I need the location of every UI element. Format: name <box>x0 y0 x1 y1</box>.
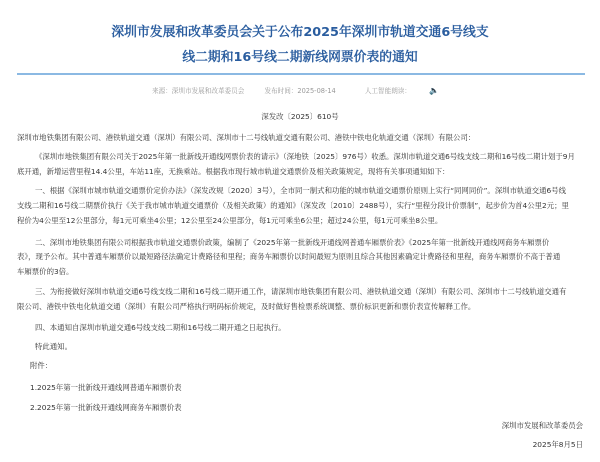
paragraph-4-line: 限公司、港铁中铁电化轨道交通（深圳）有限公司严格执行明码标价规定，及时做好售检票系统调整、票价标识更新和票价表宣传解释工作。 <box>17 302 476 311</box>
paragraph-3-line: 二、深圳市地铁集团有限公司根据我市轨道交通票价政策，编制了《2025年第一批新线开通线网普通车厢票价表》《2025年第一批新线开通线网商务车厢票价 <box>35 238 550 247</box>
paragraph-4-line: 三、为衔接做好深圳市轨道交通6号线支线二期和16号线二期开通工作，请深圳市地铁集团有限公司、港铁轨道交通（深圳）有限公司、深圳市十二号线轨道交通有 <box>35 287 567 296</box>
attachment-link-1[interactable]: 1.2025年第一批新线开通线网普通车厢票价表 <box>30 383 182 392</box>
source: 来源：深圳市发展和改革委员会 <box>152 87 245 95</box>
attachment-link-2[interactable]: 2.2025年第一批新线开通线网商务车厢票价表 <box>30 403 182 412</box>
paragraph-1-line: 底开通，新增运营里程14.4公里，车站11座，无换乘站。根据我市现行城市轨道交通票价及相关政策规定，现将有关事项通知如下： <box>17 167 450 176</box>
attachments-label: 附件： <box>30 361 53 370</box>
signatory: 深圳市发展和改革委员会 <box>501 421 583 430</box>
ai-read-label: 人工智能朗读： <box>364 87 411 95</box>
paragraph-2-line: 程价为4公里至12公里部分，每1元可乘坐4公里；12公里至24公里部分，每1元可乘坐6公里；超过24公里，每1元可乘坐8公里。 <box>17 216 443 225</box>
addressee: 深圳市地铁集团有限公司、港铁轨道交通（深圳）有限公司、深圳市十二号线轨道交通有限公司、港铁中铁电化轨道交通（深圳）有限公司： <box>17 133 476 142</box>
title-divider <box>17 73 585 75</box>
article-meta <box>0 86 600 96</box>
paragraph-5: 四、本通知自深圳市轨道交通6号线支线二期和16号线二期开通之日起执行。 <box>35 323 286 332</box>
paragraph-2-line: 支线二期和16号线二期票价执行《关于我市城市轨道交通票价（及相关政策）的通知》（深发改〔2010〕2488号），实行“里程分段计价票制”，起步价为首4公里2元；里 <box>17 201 569 210</box>
issue-date: 2025年8月5日 <box>532 440 583 449</box>
speaker-icon[interactable]: 🔈 <box>429 86 439 95</box>
ai-read[interactable] <box>356 87 448 95</box>
paragraph-3-line: 表》，现予公布。其中普通车厢票价以最短路径法确定计费路径和里程；商务车厢票价以时间最短为原则且综合其他因素确定计费路径和里程，商务车厢票价不高于普通 <box>17 252 561 261</box>
publish-time: 发布时间：2025-08-14 <box>264 87 336 95</box>
paragraph-3-line: 车厢票价的3倍。 <box>17 267 74 276</box>
page-title-line-1: 深圳市发展和改革委员会关于公布2025年深圳市轨道交通6号线支 <box>111 25 489 40</box>
page-title-line-2: 线二期和16号线二期新线网票价表的通知 <box>182 50 418 65</box>
paragraph-2-line: 一、根据《深圳市城市轨道交通票价定价办法》（深发改规〔2020〕3号），全市同一制式和功能的城市轨道交通票价原则上实行“同网同价”。深圳市轨道交通6号线 <box>35 186 567 195</box>
doc-number: 深发改〔2025〕610号 <box>261 112 339 121</box>
closing: 特此通知。 <box>35 342 72 351</box>
paragraph-1-line: 《深圳市地铁集团有限公司关于2025年第一批新线开通线网票价表的请示》（深地铁〔2025〕976号）收悉。深圳市轨道交通6号线支线二期和16号线二期计划于9月 <box>35 152 575 161</box>
